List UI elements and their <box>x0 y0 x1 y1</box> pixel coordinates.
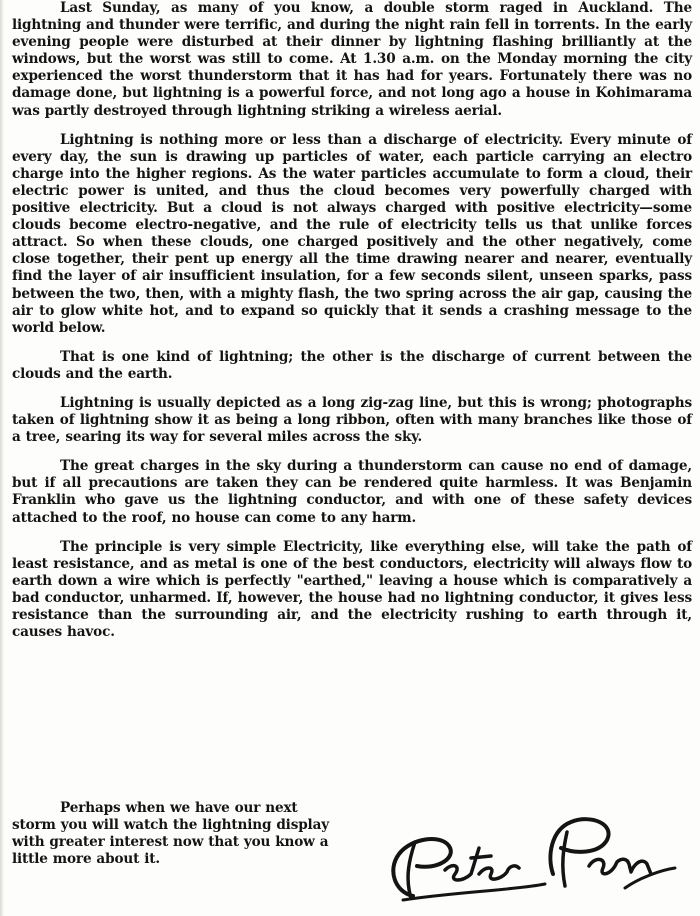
paragraph-closing: Perhaps when we have our next storm you will watch the lightning display with greater interest now that you know a little more about it. <box>12 800 329 868</box>
paragraph-lightning-conductor: The great charges in the sky during a thunderstorm can cause no end of damage, but if all precautions are taken they can be rendered quite harmless. It was Benjamin Franklin who gave us the lightning conductor, and with one of these safety devices attached to the roof, no house can come to any harm. <box>12 458 692 526</box>
paragraph-principle: The principle is very simple Electricity, like everything else, will take the path of least resistance, and as metal is one of the best conductors, electricity will always flow to earth down a wire which is perfectly "earthed," leaving a house which is comparatively a bad conductor, unharmed. If, however, the house had no lightning conductor, it gives less resistance than the surrounding air, and the electricity rushing to earth through it, causes havoc. <box>12 538 692 641</box>
paragraph-lightning-shape: Lightning is usually depicted as a long zig-zag line, but this is wrong; photographs taken of lightning show it as being a long ribbon, often with many branches like those of a tree, searing its way for several miles across the sky. <box>12 394 692 446</box>
article-body <box>12 0 692 653</box>
paragraph-storm-report: Last Sunday, as many of you know, a double storm raged in Auckland. The lightning and thunder were terrific, and during the night rain fell in torrents. In the early evening people were disturbed at their dinner by lightning flashing brilliantly at the windows, but the worst was still to come. At 1.30 a.m. on the Monday morning the city experienced the worst thunderstorm that it has had for years. Fortunately there was no damage done, but lightning is a powerful force, and not long ago a house in Kohimarama was partly destroyed through lightning striking a wireless aerial. <box>12 0 692 119</box>
scan-edge-shadow <box>0 0 4 916</box>
paragraph-lightning-explained: Lightning is nothing more or less than a discharge of electricity. Every minute of every day, the sun is drawing up particles of water, each particle carrying an electro charge into the higher regions. As the water particles accumulate to form a cloud, their electric power is united, and thus the cloud becomes very powerfully charged with positive electricity. But a cloud is not always charged with positive electricity—some clouds become electro-negative, and the rule of electricity tells us that unlike forces attract. So when these clouds, one charged positively and the other negatively, come close together, their pent up energy all the time drawing nearer and nearer, eventually find the layer of air insufficient insulation, for a few seconds silent, unseen sparks, pass between the two, then, with a mighty flash, the two spring across the air gap, causing the air to glow white hot, and to expand so quickly that it sends a crashing message to the world below. <box>12 131 692 336</box>
paragraph-kinds-of-lightning: That is one kind of lightning; the other is the discharge of current between the clouds and the earth. <box>12 348 692 382</box>
signature-image <box>375 800 680 910</box>
